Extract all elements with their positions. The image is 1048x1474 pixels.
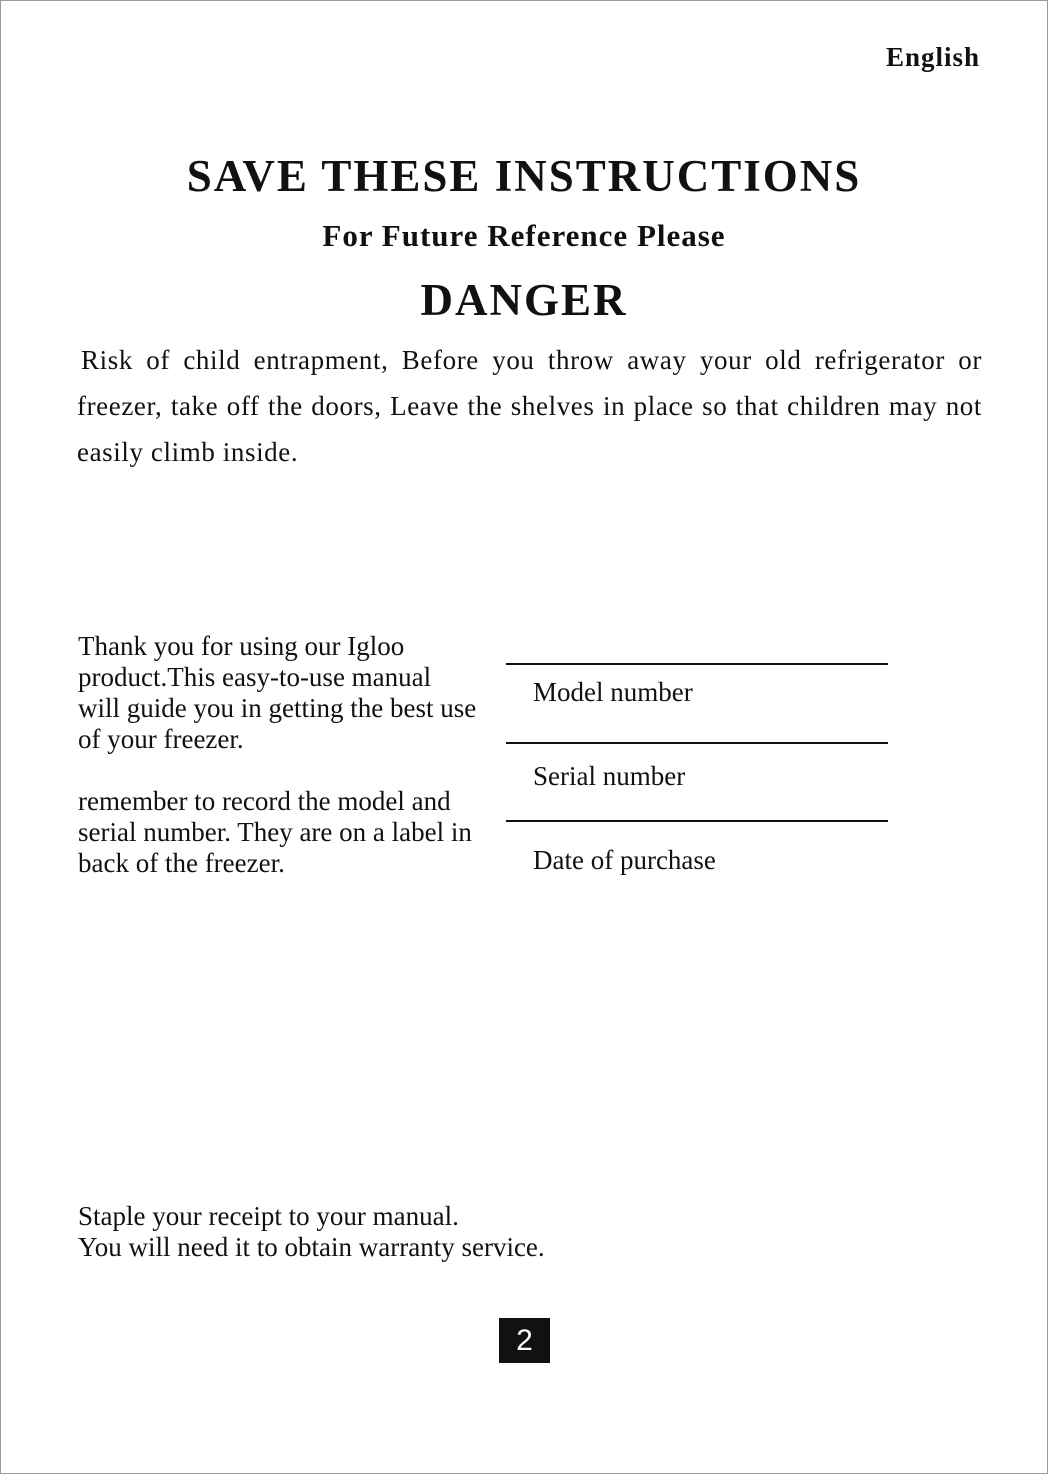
date-of-purchase-line [506, 820, 888, 822]
page-subtitle: For Future Reference Please [322, 218, 726, 253]
thanks-paragraph: Thank you for using our Igloo product.This easy-to-use manual will guide you in getting the best use of your freezer. [78, 631, 477, 754]
page-title: SAVE THESE INSTRUCTIONS [186, 151, 862, 201]
model-number-line [506, 663, 888, 665]
serial-number-label: Serial number [533, 761, 686, 791]
danger-text: Risk of child entrapment, Before you throw away your old refrigerator or freezer, take off the doors, Leave the shelves in place so that children may not easily climb inside. [77, 345, 982, 467]
record-reminder-paragraph: remember to record the model and serial number. They are on a label in back of the freezer. [78, 786, 472, 878]
date-of-purchase-label: Date of purchase [533, 845, 716, 875]
receipt-note [78, 1201, 698, 1263]
page-number: 2 [499, 1318, 550, 1363]
language-label: English [885, 42, 980, 72]
receipt-line-1: Staple your receipt to your manual. [78, 1201, 459, 1231]
model-number-label: Model number [533, 677, 693, 707]
danger-heading: DANGER [420, 275, 628, 325]
serial-number-line [506, 742, 888, 744]
receipt-line-2: You will need it to obtain warranty service. [78, 1232, 545, 1262]
